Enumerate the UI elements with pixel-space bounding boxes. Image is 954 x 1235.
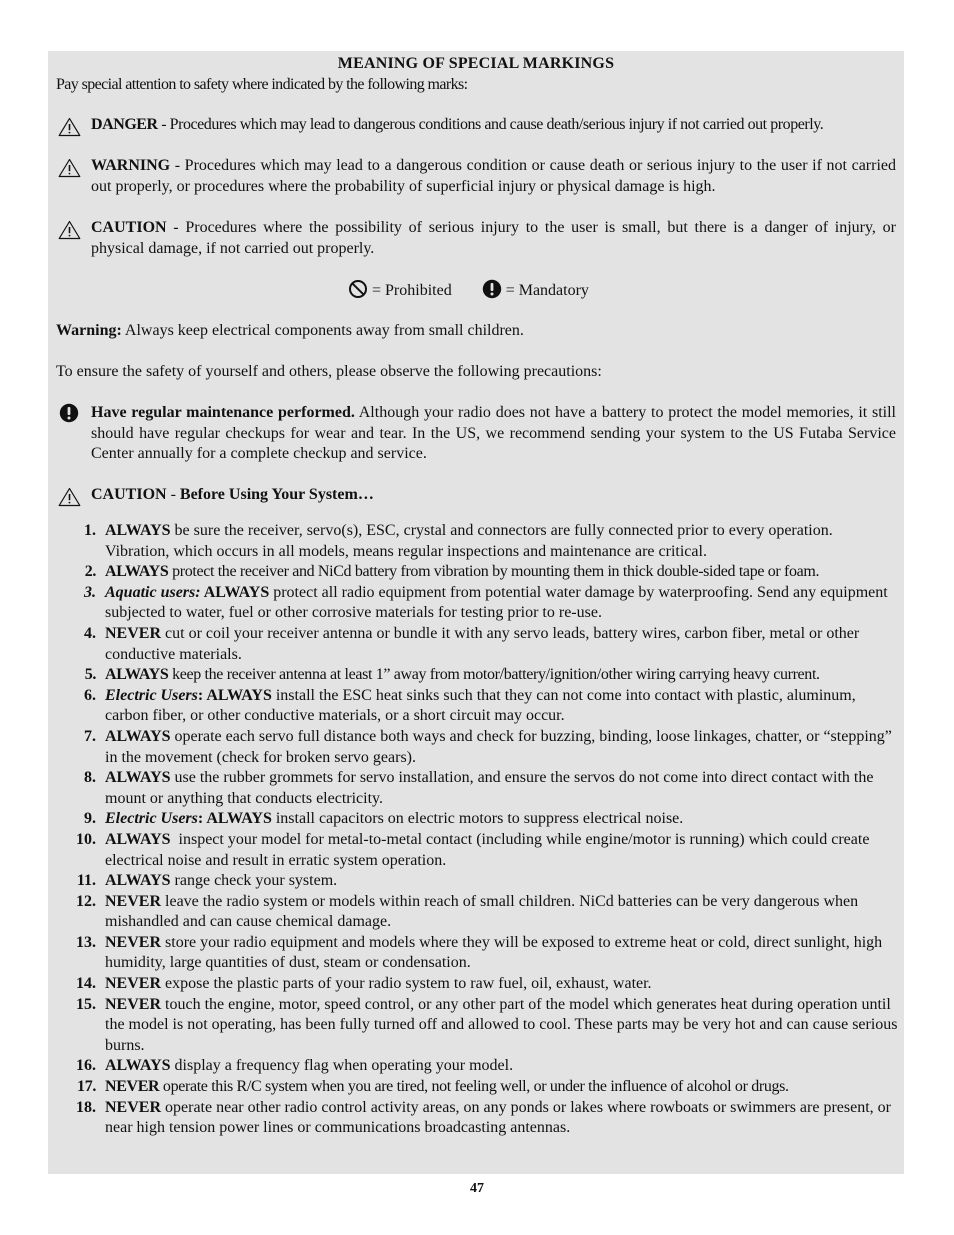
mandatory-exclamation-icon [59, 403, 79, 423]
caution-text: - Procedures where the possibility of serious injury to the user is small, but there is a danger of injury, or physical damage, if not carried out properly. [91, 219, 896, 257]
list-item: 1. ALWAYS be sure the receiver, servo(s), ESC, crystal and connectors are fully connected prior to every operation. Vibration, which occurs in all models, means regular inspections and maintenance are critical. [84, 522, 833, 560]
children-warning: Warning: Always keep electrical components away from small children. [56, 322, 524, 339]
list-item: 2. ALWAYS protect the receiver and NiCd battery from vibration by mounting them in thick double-sided tape or foam. [84, 563, 820, 581]
list-item: 10. ALWAYS inspect your model for metal-to-metal contact (including while engine/motor is running) which could create electrical noise and result in erratic system operation. [76, 830, 874, 869]
list-item: 12. NEVER leave the radio system or models within reach of small children. NiCd batteries can be very dangerous when mishandled and can cause chemical damage. [76, 892, 859, 931]
danger-term: DANGER [91, 116, 158, 133]
maintenance-text: Although your radio does not have a battery to protect the model memories, it still should have regular checkups for wear and tear. In the US, we recommend sending your system to the US Futaba Service Center annually for a complete checkup and service. [91, 404, 896, 463]
list-item: 15. NEVER touch the engine, motor, speed control, or any other part of the model which generates heat during operation until the model is not operating, has been fully turned off and allowed to cool. These parts may be very hot and can cause serious burns. [76, 995, 898, 1054]
list-item: 11. ALWAYS range check your system. [76, 872, 338, 890]
list-item: 14. NEVER expose the plastic parts of your radio system to raw fuel, oil, exhaust, water. [76, 975, 652, 993]
danger-text: - Procedures which may lead to dangerous conditions and cause death/serious injury if not carried out properly. [157, 116, 824, 133]
list-item: 18. NEVER operate near other radio control activity areas, on any ponds or lakes where rowboats or swimmers are present, or near high tension power lines or communications broadcasting antennas. [76, 1098, 891, 1137]
list-item: 7. ALWAYS operate each servo full distance both ways and check for buzzing, binding, loose linkages, chatter, or “stepping” in the movement (check for broken servo gears). [84, 727, 892, 766]
symbol-legend [348, 279, 589, 301]
list-item: 16. ALWAYS display a frequency flag when operating your model. [76, 1057, 514, 1075]
list-item: 5. ALWAYS keep the receiver antenna at least 1” away from motor/battery/ignition/other wiring carrying heavy current. [84, 666, 820, 684]
page-number: 47 [470, 1181, 484, 1196]
prohibited-circle-icon [348, 279, 368, 299]
list-item: 9. Electric Users: ALWAYS install capacitors on electric motors to suppress electrical noise. [84, 810, 684, 828]
list-item: 6. Electric Users: ALWAYS install the ESC heat sinks such that they can not come into contact with plastic, aluminum, carbon fiber, or other conductive materials, or a short circuit may occur. [84, 686, 856, 725]
warning-triangle-icon [58, 220, 81, 240]
intro-text: Pay special attention to safety where indicated by the following marks: [56, 76, 468, 93]
caution-term: CAUTION [91, 219, 167, 236]
warning-text: - Procedures which may lead to a dangerous condition or cause death or serious injury to the user if not carried out properly, or procedures where the probability of superficial injury or physical damage is high. [91, 157, 896, 195]
warning-triangle-icon [58, 117, 81, 137]
maintenance-label: Have regular maintenance performed. [91, 404, 355, 421]
mandatory-label: = Mandatory [505, 282, 589, 299]
caution-marking [58, 218, 896, 259]
prohibited-label: = Prohibited [372, 282, 452, 299]
caution-before-title: Before Using Your System… [179, 486, 374, 503]
list-item: 4. NEVER cut or coil your receiver antenna or bundle it with any servo leads, battery wires, carbon fiber, metal or other conductive materials. [84, 624, 860, 663]
list-item: 17. NEVER operate this R/C system when you are tired, not feeling well, or under the influence of alcohol or drugs. [77, 1078, 789, 1096]
warning-triangle-icon [58, 487, 81, 507]
list-item: 13. NEVER store your radio equipment and models where they will be exposed to extreme heat or cold, direct sunlight, high humidity, large quantities of dust, steam or condensation. [76, 933, 883, 972]
warning-triangle-icon [58, 158, 81, 178]
caution-before-use: CAUTION - Before Using Your System… [58, 485, 896, 506]
warning-marking [58, 156, 896, 197]
maintenance-mandatory [58, 403, 896, 465]
safety-panel [48, 51, 904, 1174]
warning-term: WARNING [91, 157, 171, 174]
precautions-intro: To ensure the safety of yourself and others, please observe the following precautions: [56, 363, 602, 380]
mandatory-exclamation-icon [482, 279, 502, 299]
section-heading: MEANING OF SPECIAL MARKINGS [337, 55, 615, 72]
list-item: 8. ALWAYS use the rubber grommets for servo installation, and ensure the servos do not come into direct contact with the mount or anything that conducts electricity. [84, 769, 874, 807]
list-item: 3. Aquatic users: ALWAYS protect all radio equipment from potential water damage by waterproofing. Send any equipment subjected to water, fuel or other corrosive materials for testing prior to re-use. [84, 583, 888, 622]
precautions-list [48, 521, 898, 1139]
danger-marking [58, 115, 896, 136]
